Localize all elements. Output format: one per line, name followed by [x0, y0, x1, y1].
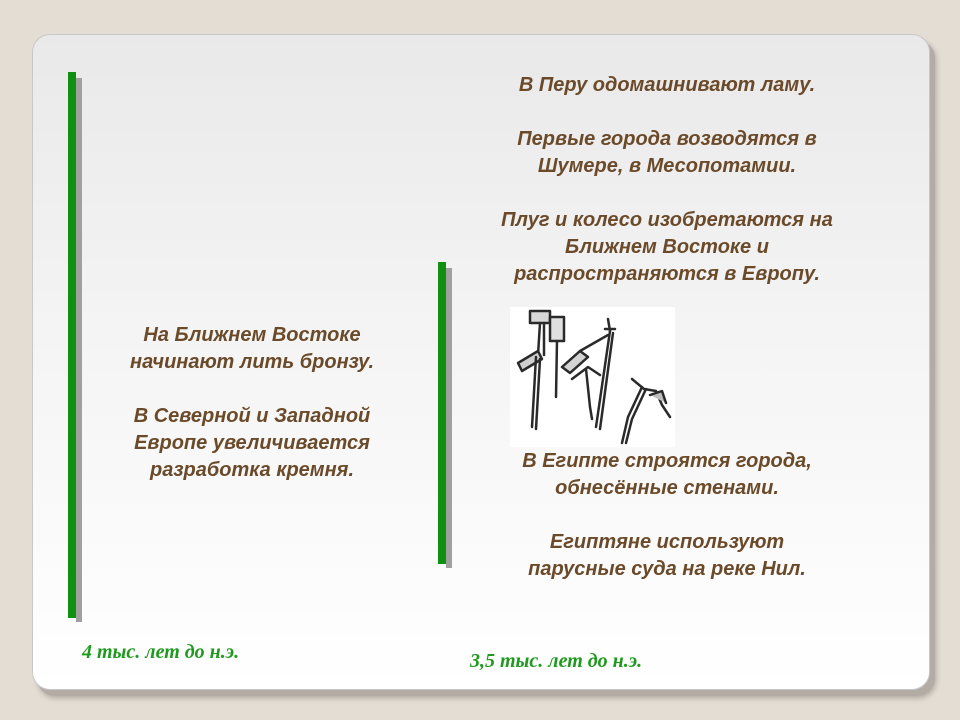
- left-period-events: На Ближнем Востоке начинают лить бронзу. В Северной и Западной Европе увеличивается разработка кремня.: [129, 324, 375, 481]
- right-period-events-bottom: В Египте строятся города, обнесённые стенами. Египтяне используют парусные суда на реке Нил.: [522, 450, 812, 580]
- left-period-date: 4 тыс. лет до н.э.: [82, 641, 240, 663]
- timeline-bar-left: [68, 72, 76, 618]
- ancient-tools-illustration: [510, 307, 675, 447]
- timeline-bar-left-shadow: [76, 78, 82, 622]
- right-period-events-top: В Перу одомашнивают ламу. Первые города возводятся в Шумере, в Месопотамии. Плуг и колесо изобретаются на Ближнем Востоке и распространяются в Европу.: [501, 74, 833, 285]
- right-period-date: 3,5 тыс. лет до н.э.: [470, 650, 643, 672]
- timeline-bar-right: [438, 262, 446, 564]
